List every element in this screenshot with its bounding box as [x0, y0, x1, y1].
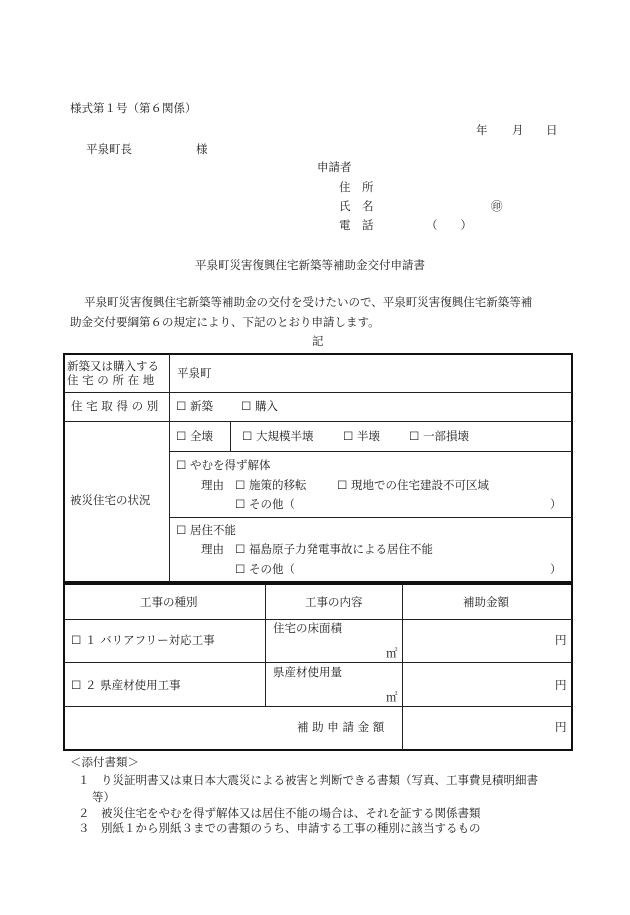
- demolish-reason-label: 理由: [201, 478, 224, 492]
- attachment-item-1-cont: 等）: [92, 790, 115, 804]
- demolish-other-checkbox[interactable]: ☐ その他（: [235, 497, 295, 511]
- table1-label-divider: [169, 354, 170, 582]
- phone-parens[interactable]: （ ）: [426, 218, 472, 232]
- addressee-sama: 様: [196, 142, 208, 156]
- table2-row-line: [64, 706, 572, 707]
- damage-partial-checkbox[interactable]: ☐ 一部損壊: [409, 429, 469, 443]
- acquisition-new-checkbox[interactable]: ☐ 新築: [176, 399, 213, 413]
- table2-row-line: [64, 662, 572, 663]
- total-subsidy-label: 補 助 申 請 金 額: [297, 720, 385, 734]
- attachment-item-3: ３ 別紙１から別紙３までの書類のうち、申請する工事の種別に該当するもの: [78, 821, 481, 835]
- uninhabitable-checkbox[interactable]: ☐ 居住不能: [176, 523, 236, 537]
- name-label: 氏 名: [339, 199, 374, 213]
- document-title: 平泉町災害復興住宅新築等補助金交付申請書: [195, 258, 425, 272]
- table1-row-line: [64, 421, 572, 422]
- date-month[interactable]: 月: [512, 123, 524, 137]
- table1-row-line: [170, 517, 572, 518]
- demolish-relocation-checkbox[interactable]: ☐ 施策的移転: [235, 478, 307, 492]
- date-year[interactable]: 年: [476, 123, 488, 137]
- uninhabitable-other-checkbox[interactable]: ☐ その他（: [235, 562, 295, 576]
- ki-mark: 記: [312, 334, 324, 348]
- header-work-content: 工事の内容: [305, 595, 363, 609]
- local-timber-yen: 円: [555, 678, 567, 692]
- uninhabitable-nuclear-checkbox[interactable]: ☐ 福島原子力発電事故による居住不能: [235, 542, 433, 556]
- damage-half-checkbox[interactable]: ☐ 半壊: [343, 429, 380, 443]
- header-subsidy-amount: 補助金額: [463, 595, 509, 609]
- damage-full-checkbox[interactable]: ☐ 全壊: [176, 429, 213, 443]
- demolish-checkbox[interactable]: ☐ やむを得ず解体: [176, 458, 271, 472]
- form-number: 様式第１号（第６関係）: [70, 101, 197, 115]
- table1-col-line: [230, 422, 231, 451]
- addressee-name: 平泉町長: [86, 142, 132, 156]
- attachments-heading: ＜添付書類＞: [70, 755, 139, 769]
- damage-large-half-checkbox[interactable]: ☐ 大規模半壊: [242, 429, 314, 443]
- timber-amount-label: 県産材使用量: [273, 665, 342, 679]
- location-value[interactable]: 平泉町: [177, 366, 212, 380]
- attachment-item-1: １ り災証明書又は東日本大震災による被害と判断できる書類（写真、工事費見積明細書: [78, 773, 538, 787]
- location-label-1: 新築又は購入する: [67, 359, 159, 373]
- barrier-free-yen: 円: [555, 633, 567, 647]
- table1-row-line: [64, 392, 572, 393]
- date-day[interactable]: 日: [546, 123, 558, 137]
- barrier-free-checkbox[interactable]: ☐ １ バリアフリー対応工事: [71, 633, 215, 647]
- demolish-unbuildable-checkbox[interactable]: ☐ 現地での住宅建設不可区域: [337, 478, 489, 492]
- floor-area-label: 住宅の床面積: [273, 621, 342, 635]
- body-line-2: 助金交付要綱第６の規定により、下記のとおり申請します。: [70, 315, 380, 329]
- floor-area-unit: ㎡: [386, 646, 398, 660]
- body-line-1: 平泉町災害復興住宅新築等補助金の交付を受けたいので、平泉町災害復興住宅新築等補: [84, 295, 533, 309]
- damage-status-label: 被災住宅の状況: [70, 493, 151, 507]
- applicant-heading: 申請者: [317, 160, 352, 174]
- phone-label: 電 話: [339, 218, 374, 232]
- address-label: 住 所: [339, 180, 374, 194]
- acquisition-buy-checkbox[interactable]: ☐ 購入: [241, 399, 278, 413]
- location-label-2: 住 宅 の 所 在 地: [67, 373, 155, 387]
- attachment-item-2: ２ 被災住宅をやむを得ず解体又は居住不能の場合は、それを証する関係書類: [78, 806, 481, 820]
- timber-amount-unit: ㎡: [386, 690, 398, 704]
- seal-mark: ㊞: [491, 199, 503, 213]
- table2-row-line: [64, 619, 572, 620]
- table1-row-line: [170, 451, 572, 452]
- total-subsidy-yen: 円: [555, 720, 567, 734]
- header-work-type: 工事の種別: [140, 595, 198, 609]
- uninhabitable-other-close: ）: [550, 562, 562, 576]
- table2-col-line: [402, 584, 403, 750]
- acquisition-label: 住 宅 取 得 の 別: [71, 399, 159, 413]
- table2-col-line: [265, 584, 266, 706]
- demolish-other-close: ）: [550, 497, 562, 511]
- local-timber-checkbox[interactable]: ☐ ２ 県産材使用工事: [71, 678, 181, 692]
- uninhabitable-reason-label: 理由: [201, 542, 224, 556]
